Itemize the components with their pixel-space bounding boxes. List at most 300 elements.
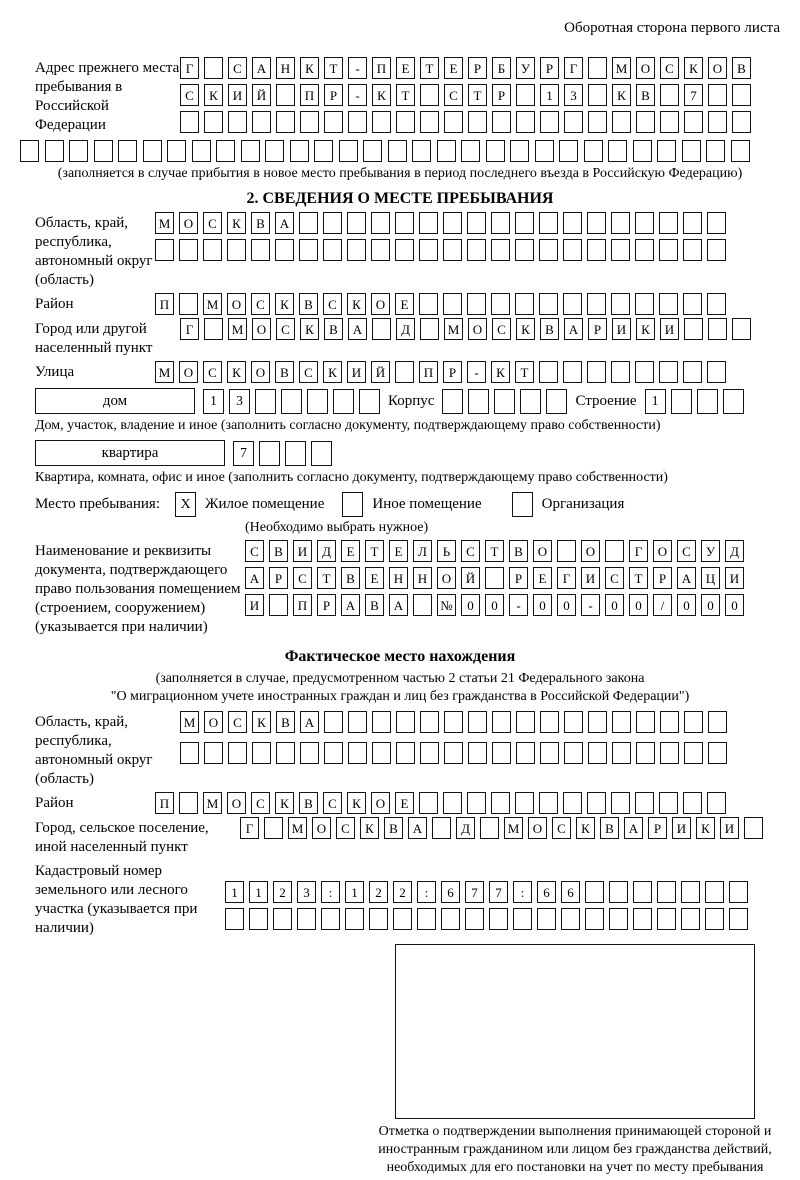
char-cell[interactable] [204,111,223,133]
char-cell[interactable] [611,792,630,814]
char-cell[interactable] [419,239,438,261]
char-cell[interactable]: В [509,540,528,562]
char-cell[interactable]: П [293,594,312,616]
char-cell[interactable]: В [275,361,294,383]
checkbox-zhiloe-pomeshchenie[interactable]: X [175,492,196,517]
char-cell[interactable]: М [228,318,247,340]
char-cell[interactable] [372,711,391,733]
char-cell[interactable] [731,140,750,162]
char-cell[interactable]: 6 [537,881,556,903]
char-cell[interactable] [492,711,511,733]
char-cell[interactable] [468,111,487,133]
char-cell[interactable] [515,212,534,234]
char-cell[interactable] [540,742,559,764]
char-cell[interactable] [363,140,382,162]
char-cell[interactable]: В [365,594,384,616]
char-cell[interactable] [707,792,726,814]
char-cell[interactable]: О [708,57,727,79]
char-cell[interactable] [372,111,391,133]
char-cell[interactable] [345,908,364,930]
char-cell[interactable]: 6 [441,881,460,903]
char-cell[interactable] [681,881,700,903]
char-cell[interactable] [255,389,276,414]
char-cell[interactable]: О [252,318,271,340]
char-cell[interactable]: Е [341,540,360,562]
char-cell[interactable] [684,711,703,733]
char-cell[interactable] [732,318,751,340]
char-cell[interactable]: К [347,792,366,814]
char-cell[interactable] [708,111,727,133]
char-cell[interactable] [241,140,260,162]
char-cell[interactable]: О [653,540,672,562]
char-cell[interactable]: И [245,594,264,616]
char-cell[interactable]: М [180,711,199,733]
char-cell[interactable]: 7 [684,84,703,106]
char-cell[interactable] [396,742,415,764]
char-cell[interactable] [465,908,484,930]
char-cell[interactable] [227,239,246,261]
char-cell[interactable]: Т [420,57,439,79]
char-cell[interactable] [516,742,535,764]
char-cell[interactable]: 0 [725,594,744,616]
char-cell[interactable] [706,140,725,162]
char-cell[interactable] [179,293,198,315]
char-cell[interactable]: 0 [533,594,552,616]
char-cell[interactable]: М [612,57,631,79]
char-cell[interactable]: П [155,293,174,315]
char-cell[interactable]: С [492,318,511,340]
char-cell[interactable] [467,792,486,814]
char-cell[interactable]: И [581,567,600,589]
char-cell[interactable] [347,239,366,261]
char-cell[interactable]: А [389,594,408,616]
char-cell[interactable] [546,389,567,414]
char-cell[interactable] [659,293,678,315]
char-cell[interactable]: В [732,57,751,79]
char-cell[interactable]: Й [461,567,480,589]
char-cell[interactable]: И [347,361,366,383]
char-cell[interactable] [660,711,679,733]
char-cell[interactable] [657,881,676,903]
char-cell[interactable] [635,792,654,814]
char-cell[interactable]: 3 [297,881,316,903]
char-cell[interactable] [635,361,654,383]
char-cell[interactable]: 1 [540,84,559,106]
char-cell[interactable]: С [323,293,342,315]
char-cell[interactable]: В [299,293,318,315]
char-cell[interactable] [708,318,727,340]
char-cell[interactable] [348,111,367,133]
char-cell[interactable]: В [276,711,295,733]
char-cell[interactable]: К [372,84,391,106]
char-cell[interactable]: О [312,817,331,839]
char-cell[interactable] [323,239,342,261]
char-cell[interactable] [684,742,703,764]
char-cell[interactable]: - [581,594,600,616]
char-cell[interactable] [300,111,319,133]
char-cell[interactable]: А [275,212,294,234]
char-cell[interactable] [633,881,652,903]
char-cell[interactable] [412,140,431,162]
char-cell[interactable]: О [227,293,246,315]
char-cell[interactable] [515,239,534,261]
char-cell[interactable] [707,239,726,261]
char-cell[interactable]: Й [371,361,390,383]
char-cell[interactable]: В [269,540,288,562]
char-cell[interactable]: У [516,57,535,79]
char-cell[interactable]: С [203,212,222,234]
char-cell[interactable] [657,908,676,930]
char-cell[interactable] [468,742,487,764]
char-cell[interactable]: Т [317,567,336,589]
char-cell[interactable] [167,140,186,162]
char-cell[interactable] [155,239,174,261]
char-cell[interactable]: Г [180,57,199,79]
char-cell[interactable]: В [636,84,655,106]
char-cell[interactable] [388,140,407,162]
char-cell[interactable] [708,84,727,106]
char-cell[interactable] [708,742,727,764]
char-cell[interactable]: Р [648,817,667,839]
char-cell[interactable] [444,111,463,133]
char-cell[interactable]: Й [252,84,271,106]
char-cell[interactable] [468,711,487,733]
char-cell[interactable] [333,389,354,414]
char-cell[interactable] [485,567,504,589]
char-cell[interactable]: 0 [629,594,648,616]
char-cell[interactable]: О [437,567,456,589]
char-cell[interactable] [671,389,692,414]
char-cell[interactable] [281,389,302,414]
char-cell[interactable]: 3 [564,84,583,106]
char-cell[interactable] [539,239,558,261]
char-cell[interactable] [204,318,223,340]
char-cell[interactable] [723,389,744,414]
char-cell[interactable] [520,389,541,414]
char-cell[interactable] [371,212,390,234]
char-cell[interactable] [732,84,751,106]
char-cell[interactable] [249,908,268,930]
char-cell[interactable]: О [533,540,552,562]
char-cell[interactable] [612,111,631,133]
char-cell[interactable]: Р [317,594,336,616]
char-cell[interactable]: С [299,361,318,383]
char-cell[interactable]: П [300,84,319,106]
char-cell[interactable]: В [299,792,318,814]
char-cell[interactable]: С [552,817,571,839]
char-cell[interactable]: А [252,57,271,79]
char-cell[interactable] [45,140,64,162]
char-cell[interactable]: К [347,293,366,315]
char-cell[interactable]: 2 [393,881,412,903]
char-cell[interactable]: С [245,540,264,562]
char-cell[interactable] [420,111,439,133]
char-cell[interactable]: В [540,318,559,340]
char-cell[interactable]: Т [485,540,504,562]
char-cell[interactable] [557,540,576,562]
char-cell[interactable]: Д [456,817,475,839]
char-cell[interactable]: Г [557,567,576,589]
char-cell[interactable] [192,140,211,162]
char-cell[interactable] [216,140,235,162]
char-cell[interactable] [396,711,415,733]
char-cell[interactable] [269,594,288,616]
char-cell[interactable] [299,239,318,261]
char-cell[interactable]: И [720,817,739,839]
char-cell[interactable] [611,239,630,261]
char-cell[interactable]: К [684,57,703,79]
char-cell[interactable]: Г [240,817,259,839]
char-cell[interactable]: Р [492,84,511,106]
char-cell[interactable]: Е [396,57,415,79]
char-cell[interactable]: Г [180,318,199,340]
char-cell[interactable]: Ь [437,540,456,562]
char-cell[interactable]: П [372,57,391,79]
char-cell[interactable]: С [660,57,679,79]
char-cell[interactable]: - [348,57,367,79]
char-cell[interactable]: Р [324,84,343,106]
char-cell[interactable] [587,293,606,315]
char-cell[interactable] [420,318,439,340]
char-cell[interactable] [395,361,414,383]
char-cell[interactable] [359,389,380,414]
char-cell[interactable]: / [653,594,672,616]
char-cell[interactable]: 0 [605,594,624,616]
char-cell[interactable] [584,140,603,162]
char-cell[interactable] [659,792,678,814]
char-cell[interactable]: А [408,817,427,839]
char-cell[interactable] [611,293,630,315]
char-cell[interactable]: Р [269,567,288,589]
char-cell[interactable]: Б [492,57,511,79]
char-cell[interactable] [660,111,679,133]
char-cell[interactable] [314,140,333,162]
char-cell[interactable] [635,293,654,315]
char-cell[interactable]: К [227,212,246,234]
char-cell[interactable] [588,57,607,79]
char-cell[interactable] [264,817,283,839]
char-cell[interactable] [729,881,748,903]
char-cell[interactable] [69,140,88,162]
char-cell[interactable]: Д [725,540,744,562]
char-cell[interactable] [697,389,718,414]
char-cell[interactable]: С [180,84,199,106]
char-cell[interactable]: № [437,594,456,616]
char-cell[interactable]: Е [395,792,414,814]
char-cell[interactable] [419,293,438,315]
char-cell[interactable] [437,140,456,162]
char-cell[interactable] [564,742,583,764]
char-cell[interactable] [180,111,199,133]
char-cell[interactable]: У [701,540,720,562]
char-cell[interactable]: 1 [225,881,244,903]
char-cell[interactable] [510,140,529,162]
char-cell[interactable] [537,908,556,930]
char-cell[interactable] [539,293,558,315]
char-cell[interactable] [609,908,628,930]
char-cell[interactable] [323,212,342,234]
char-cell[interactable]: К [323,361,342,383]
char-cell[interactable] [420,84,439,106]
char-cell[interactable] [180,742,199,764]
char-cell[interactable]: И [725,567,744,589]
char-cell[interactable]: Г [564,57,583,79]
char-cell[interactable]: О [636,57,655,79]
char-cell[interactable] [413,594,432,616]
char-cell[interactable]: С [228,57,247,79]
char-cell[interactable]: А [341,594,360,616]
char-cell[interactable]: Е [365,567,384,589]
char-cell[interactable]: Н [276,57,295,79]
char-cell[interactable] [311,441,332,466]
char-cell[interactable] [417,908,436,930]
char-cell[interactable]: О [251,361,270,383]
char-cell[interactable]: 0 [461,594,480,616]
char-cell[interactable] [118,140,137,162]
char-cell[interactable] [683,792,702,814]
char-cell[interactable]: - [509,594,528,616]
char-cell[interactable] [588,742,607,764]
char-cell[interactable] [20,140,39,162]
char-cell[interactable] [729,908,748,930]
char-cell[interactable] [420,742,439,764]
char-cell[interactable] [491,239,510,261]
char-cell[interactable] [486,140,505,162]
char-cell[interactable]: Л [413,540,432,562]
char-cell[interactable]: С [336,817,355,839]
char-cell[interactable]: В [324,318,343,340]
char-cell[interactable] [204,742,223,764]
char-cell[interactable] [297,908,316,930]
char-cell[interactable]: С [203,361,222,383]
char-cell[interactable] [513,908,532,930]
char-cell[interactable] [633,908,652,930]
char-cell[interactable] [563,212,582,234]
char-cell[interactable] [432,817,451,839]
char-cell[interactable] [515,293,534,315]
char-cell[interactable]: 0 [677,594,696,616]
char-cell[interactable] [204,57,223,79]
char-cell[interactable]: : [513,881,532,903]
char-cell[interactable]: И [672,817,691,839]
char-cell[interactable] [564,111,583,133]
char-cell[interactable] [707,212,726,234]
char-cell[interactable] [588,711,607,733]
char-cell[interactable]: М [155,361,174,383]
char-cell[interactable] [468,389,489,414]
char-cell[interactable] [707,293,726,315]
char-cell[interactable] [324,111,343,133]
char-cell[interactable] [605,540,624,562]
char-cell[interactable] [659,239,678,261]
char-cell[interactable] [420,711,439,733]
char-cell[interactable] [659,361,678,383]
char-cell[interactable]: 2 [273,881,292,903]
char-cell[interactable] [705,881,724,903]
char-cell[interactable]: Н [413,567,432,589]
char-cell[interactable]: М [288,817,307,839]
char-cell[interactable] [228,111,247,133]
char-cell[interactable] [467,212,486,234]
char-cell[interactable]: И [228,84,247,106]
char-cell[interactable] [494,389,515,414]
char-cell[interactable]: И [612,318,631,340]
char-cell[interactable] [467,293,486,315]
char-cell[interactable]: 3 [229,389,250,414]
char-cell[interactable]: К [227,361,246,383]
char-cell[interactable] [515,792,534,814]
char-cell[interactable]: Т [515,361,534,383]
char-cell[interactable] [369,908,388,930]
char-cell[interactable] [252,742,271,764]
char-cell[interactable]: 7 [233,441,254,466]
char-cell[interactable]: О [371,293,390,315]
char-cell[interactable]: В [341,567,360,589]
char-cell[interactable]: В [384,817,403,839]
char-cell[interactable]: А [624,817,643,839]
char-cell[interactable] [372,742,391,764]
char-cell[interactable] [307,389,328,414]
char-cell[interactable]: И [660,318,679,340]
char-cell[interactable]: Г [629,540,648,562]
char-cell[interactable] [285,441,306,466]
char-cell[interactable]: Т [468,84,487,106]
char-cell[interactable]: М [203,792,222,814]
char-cell[interactable] [612,711,631,733]
char-cell[interactable] [348,742,367,764]
char-cell[interactable]: С [293,567,312,589]
char-cell[interactable]: Н [389,567,408,589]
char-cell[interactable] [587,212,606,234]
char-cell[interactable] [491,792,510,814]
char-cell[interactable]: С [444,84,463,106]
char-cell[interactable] [636,111,655,133]
char-cell[interactable]: О [204,711,223,733]
char-cell[interactable]: А [245,567,264,589]
char-cell[interactable] [535,140,554,162]
char-cell[interactable]: М [444,318,463,340]
char-cell[interactable] [516,711,535,733]
char-cell[interactable] [588,111,607,133]
char-cell[interactable]: Е [533,567,552,589]
char-cell[interactable]: К [491,361,510,383]
char-cell[interactable]: П [419,361,438,383]
char-cell[interactable]: Е [444,57,463,79]
char-cell[interactable] [563,239,582,261]
char-cell[interactable]: А [348,318,367,340]
char-cell[interactable]: О [581,540,600,562]
char-cell[interactable] [324,742,343,764]
char-cell[interactable] [611,212,630,234]
char-cell[interactable] [461,140,480,162]
char-cell[interactable]: Р [540,57,559,79]
char-cell[interactable] [300,742,319,764]
char-cell[interactable] [299,212,318,234]
char-cell[interactable] [393,908,412,930]
char-cell[interactable] [683,212,702,234]
char-cell[interactable]: : [417,881,436,903]
char-cell[interactable] [540,111,559,133]
char-cell[interactable] [467,239,486,261]
char-cell[interactable] [683,239,702,261]
char-cell[interactable] [660,742,679,764]
char-cell[interactable]: К [300,57,319,79]
char-cell[interactable] [290,140,309,162]
char-cell[interactable]: Р [509,567,528,589]
char-cell[interactable] [707,361,726,383]
char-cell[interactable] [419,792,438,814]
char-cell[interactable]: 0 [557,594,576,616]
